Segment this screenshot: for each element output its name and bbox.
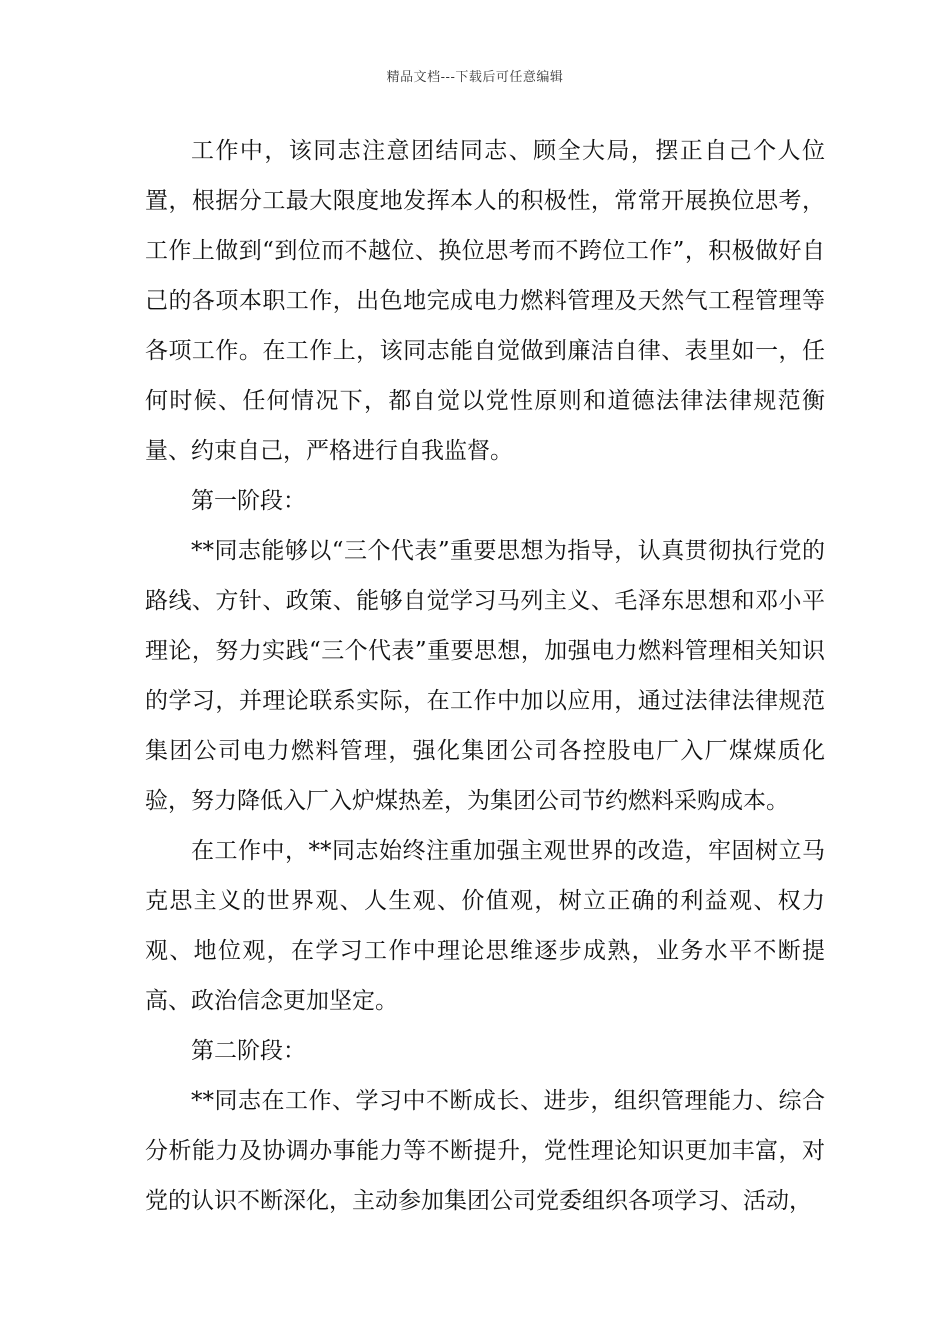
paragraph-work-conduct: 工作中，该同志注意团结同志、顾全大局，摆正自己个人位置，根据分工最大限度地发挥本人的积极性，常常开展换位思考，工作上做到“到位而不越位、换位思考而不跨位工作”，积极做好自己的各项本职工作，出色地完成电力燃料管理及天然气工程管理等各项工作。在工作上，该同志能自觉做到廉洁自律、表里如一，任何时候、任何情况下，都自觉以党性原则和道德法律法律规范衡量、约束自己，严格进行自我监督。 [145, 138, 825, 464]
page-header: 精品文档---下载后可任意编辑 [386, 70, 564, 85]
paragraph-stage-one-worldview: 在工作中，**同志始终注重加强主观世界的改造，牢固树立马克思主义的世界观、人生观、价值观，树立正确的利益观、权力观、地位观，在学习工作中理论思维逐步成熟，业务水平不断提高、政治信念更加坚定。 [145, 838, 825, 1014]
section-heading-stage-one: 第一阶段： [191, 488, 306, 514]
paragraph-stage-one-study: **同志能够以“三个代表”重要思想为指导，认真贯彻执行党的路线、方针、政策、能够自觉学习马列主义、毛泽东思想和邓小平理论，努力实践“三个代表”重要思想，加强电力燃料管理相关知识的学习，并理论联系实际，在工作中加以应用，通过法律法律规范集团公司电力燃料管理，强化集团公司各控股电厂入厂煤煤质化验，努力降低入厂入炉煤热差，为集团公司节约燃料采购成本。 [145, 538, 825, 814]
paragraph-stage-two-growth: **同志在工作、学习中不断成长、进步，组织管理能力、综合分析能力及协调办事能力等不断提升，党性理论知识更加丰富，对党的认识不断深化，主动参加集团公司党委组织各项学习、活动， [145, 1088, 825, 1214]
section-heading-stage-two: 第二阶段： [191, 1038, 306, 1064]
document-body [145, 126, 825, 1226]
